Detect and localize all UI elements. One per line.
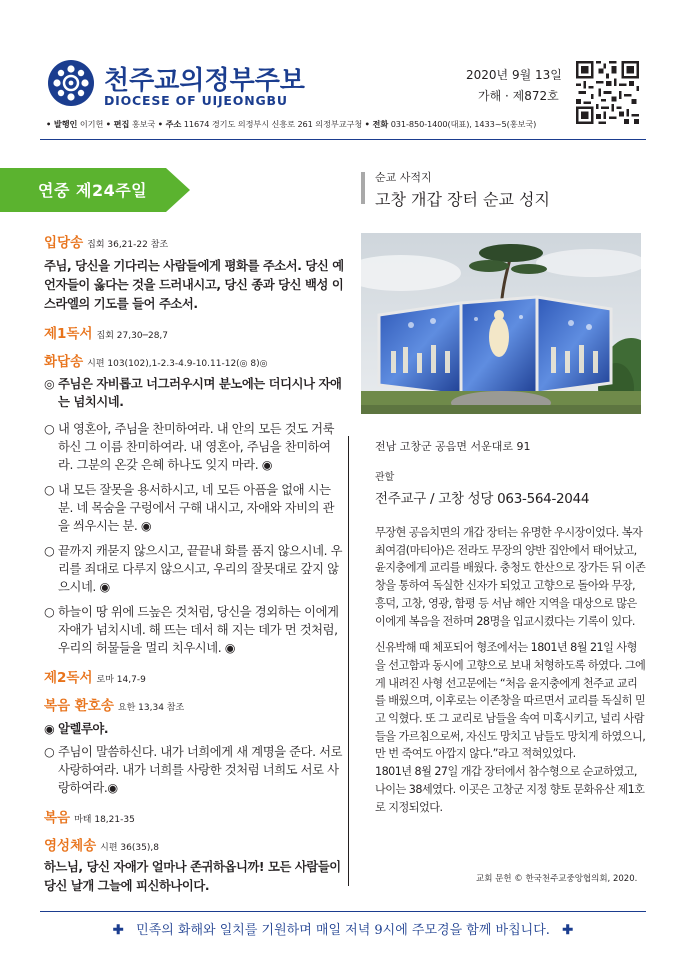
jurisdiction-value: 전주교구 / 고창 성당 063-564-2044: [375, 491, 590, 507]
article-paragraph: 무장현 공음치면의 개갑 장터는 유명한 우시장이었다. 복자 최여겸(마티아)은 전라도 무장의 양반 집안에서 태어났고, 윤지충에게 교리를 배웠다. 충청도 한산으로 장가든 뒤 이존창을 통하여 독실한 신자가 되었고 고향으로 돌아와 무장, 흥덕, 고창, 영광, 함평 등 서남 해안 지역을 대상으로 많은 이에게 복음을 전하며 28명을 입교시켰다는 기록이 있다.: [375, 526, 646, 628]
acclamation-verse: ○ 주님이 말씀하신다. 내가 너희에게 새 계명을 준다. 서로 사랑하여라. 내가 너희를 사랑한 것처럼 너희도 서로 사랑하여라.◉: [44, 745, 343, 795]
qr-code[interactable]: [576, 61, 639, 124]
diocese-name-en: DIOCESE OF UIJEONGBU: [104, 93, 288, 108]
title-accent-bar: [361, 172, 365, 204]
article-paragraph: 1801년 8월 27일 개갑 장터에서 참수형으로 순교하였고, 나이는 38세였다. 이곳은 고창군 지정 향토 문화유산 제1호로 지정되었다.: [375, 765, 645, 814]
liturgy-column: [44, 231, 344, 896]
shrine-photo: [361, 233, 641, 414]
source-credit: 교회 문헌 © 한국천주교중앙협의회, 2020.: [476, 874, 638, 884]
issue-number: 가해 · 제872호: [478, 89, 559, 103]
diocese-logo: [48, 60, 94, 106]
footer-text: 민족의 화해와 일치를 기원하며 매일 저녁 9시에 주모경을 함께 바칩니다.: [136, 923, 550, 938]
psalm-response: ◎ 주님은 자비롭고 너그러우시며 분노에는 더디시나 자애는 넘치시네.: [44, 377, 342, 409]
cross-icon: ✚: [112, 923, 124, 938]
psalm-verse: ○ 내 모든 잘못을 용서하시고, 네 모든 아픔을 없애 시는 분. 네 목숨을 구렁에서 구해 내시고, 자애와 자비의 관을 씌우시는 분. ◉: [44, 483, 335, 533]
gospel-heading: 복음 마태 18,21-35: [44, 810, 135, 826]
bulletin-title: 천주교의정부주보: [104, 66, 305, 96]
sunday-title: 연중 제24주일: [38, 181, 148, 200]
header-rule: [40, 139, 646, 140]
column-divider: [348, 436, 349, 886]
psalm-verse: ○ 내 영혼아, 주님을 찬미하여라. 내 안의 모든 것도 거룩하신 그 이름 찬미하여라. 내 영혼아, 주님을 찬미하여라. 그분의 온갖 은혜 하나도 잊지 마라. ◉: [44, 422, 335, 472]
article-kicker: 순교 사적지: [375, 171, 432, 184]
acclamation-response: ◉ 알렐루야.: [44, 722, 109, 736]
jurisdiction-label: 관할: [375, 472, 395, 483]
psalm-heading: 화답송 시편 103(102),1-2.3-4.9-10.11-12(◎ 8)◎: [44, 354, 268, 370]
footer-prayer-line: [0, 919, 686, 938]
psalm-verse: ○ 끝까지 캐묻지 않으시고, 끝끝내 화를 품지 않으시네. 우리를 죄대로 다루지 않으시고, 우리의 잘못대로 갚지 않으시네. ◉: [44, 544, 343, 594]
entrance-antiphon-heading: 입당송 집회 36,21-22 참조: [44, 235, 169, 251]
footer-rule: [40, 911, 646, 912]
shrine-address: 전남 고창군 공음면 서운대로 91: [375, 440, 531, 453]
entrance-antiphon-text: 주님, 당신을 기다리는 사람들에게 평화를 주소서. 당신 예언자들이 옳다는 것을 드러내시고, 당신 종과 당신 백성 이스라엘의 기도를 들어 주소서.: [44, 259, 344, 311]
second-reading-heading: 제2독서 로마 14,7-9: [44, 670, 146, 686]
article-title: 고창 개갑 장터 순교 성지: [375, 190, 550, 209]
imprint-line: • 발행인 이기헌 • 편집 홍보국 • 주소 11674 경기도 의정부시 신흥로 261 의정부교구청 • 전화 031-850-1400(대표), 1433~5(홍보국): [46, 119, 537, 129]
communion-antiphon-text: 하느님, 당신 자애가 얼마나 존귀하옵니까! 모든 사람들이 당신 날개 그늘에 피신하나이다.: [44, 860, 341, 893]
psalm-verse: ○ 하늘이 땅 위에 드높은 것처럼, 당신을 경외하는 이에게 자애가 넘치시네. 해 뜨는 데서 해 지는 데가 먼 것처럼, 우리의 허물들을 멀리 치우시네. ◉: [44, 605, 339, 655]
issue-date: 2020년 9월 13일: [466, 68, 562, 82]
article-body: [375, 524, 647, 816]
article-paragraph: 신유박해 때 체포되어 형조에서는 1801년 8월 21일 사형을 선고함과 동시에 고향으로 보내 처형하도록 하였다. 그에게 내려진 사형 선고문에는 “처음 윤지충에게 천주교 교리를 배웠으며, 이후로는 이존창을 따르면서 교리를 독실히 믿고 익혔다. 또 그 교리로 남들을 속여 미혹시키고, 널리 사람들을 가르침으로써, 자신도 망치고 남들도 망치게 하였으니, 만 번 죽여도 아깝지 않다.”라고 적혀있었다.: [375, 641, 646, 761]
communion-antiphon-heading: 영성체송 시편 36(35),8: [44, 838, 159, 854]
first-reading-heading: 제1독서 집회 27,30─28,7: [44, 326, 169, 342]
gospel-acclamation-heading: 복음 환호송 요한 13,34 참조: [44, 698, 185, 714]
cross-icon: ✚: [562, 923, 574, 938]
